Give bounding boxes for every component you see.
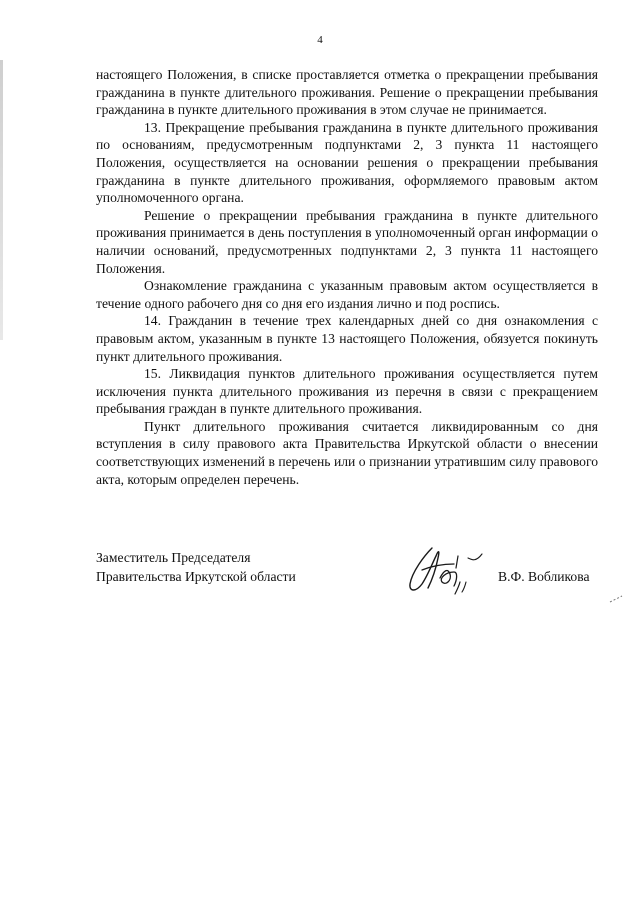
- paragraph-item-14: 14. Гражданин в течение трех календарных дней со дня ознакомления с правовым актом, указанным в пункте 13 настоящего Положения, обязуется покинуть пункт длительного проживания.: [96, 313, 598, 364]
- page-number: 4: [317, 34, 323, 46]
- paragraph-acquaintance: Ознакомление гражданина с указанным правовым актом осуществляется в течение одного рабочего дня со дня его издания лично и под роспись.: [96, 278, 598, 311]
- scan-edge-shadow: [0, 60, 3, 340]
- signer-title-line1: Заместитель Председателя: [96, 550, 251, 565]
- paragraph-decision: Решение о прекращении пребывания гражданина в пункте длительного проживания принимается в день поступления в уполномоченный орган информации о наличии оснований, предусмотренных подпунктами 2, 3 пункта 11 настоящего Положения.: [96, 207, 598, 276]
- signer-title-line2: Правительства Иркутской области: [96, 569, 296, 584]
- signature-block: [96, 548, 606, 586]
- paragraph-continuation: настоящего Положения, в списке проставляется отметка о прекращении пребывания гражданина в пункте длительного проживания. Решение о прекращении пребывания гражданина в пункте длительного проживания в этом случае не принимается.: [96, 67, 598, 118]
- document-body: [96, 66, 598, 488]
- handwritten-signature-icon: [402, 542, 492, 598]
- paragraph-liquidation: Пункт длительного проживания считается ликвидированным со дня вступления в силу правового акта Правительства Иркутской области о внесении соответствующих изменений в перечень или о признании утратившим силу правового акта, которым определен перечень.: [96, 418, 598, 487]
- paragraph-item-13: 13. Прекращение пребывания гражданина в пункте длительного проживания по основаниям, предусмотренным подпунктами 2, 3 пункта 11 настоящего Положения, осуществляется на основании решения о прекращении пребывания гражданина в пункте длительного проживания, оформляемого правовым актом уполномоченного органа.: [96, 119, 598, 206]
- signer-name: В.Ф. Вобликова: [498, 569, 590, 584]
- paragraph-item-15: 15. Ликвидация пунктов длительного проживания осуществляется путем исключения пункта длительного проживания из перечня в связи с прекращением пребывания граждан в пункте длительного проживания.: [96, 366, 598, 417]
- scan-stray-mark: [608, 594, 624, 604]
